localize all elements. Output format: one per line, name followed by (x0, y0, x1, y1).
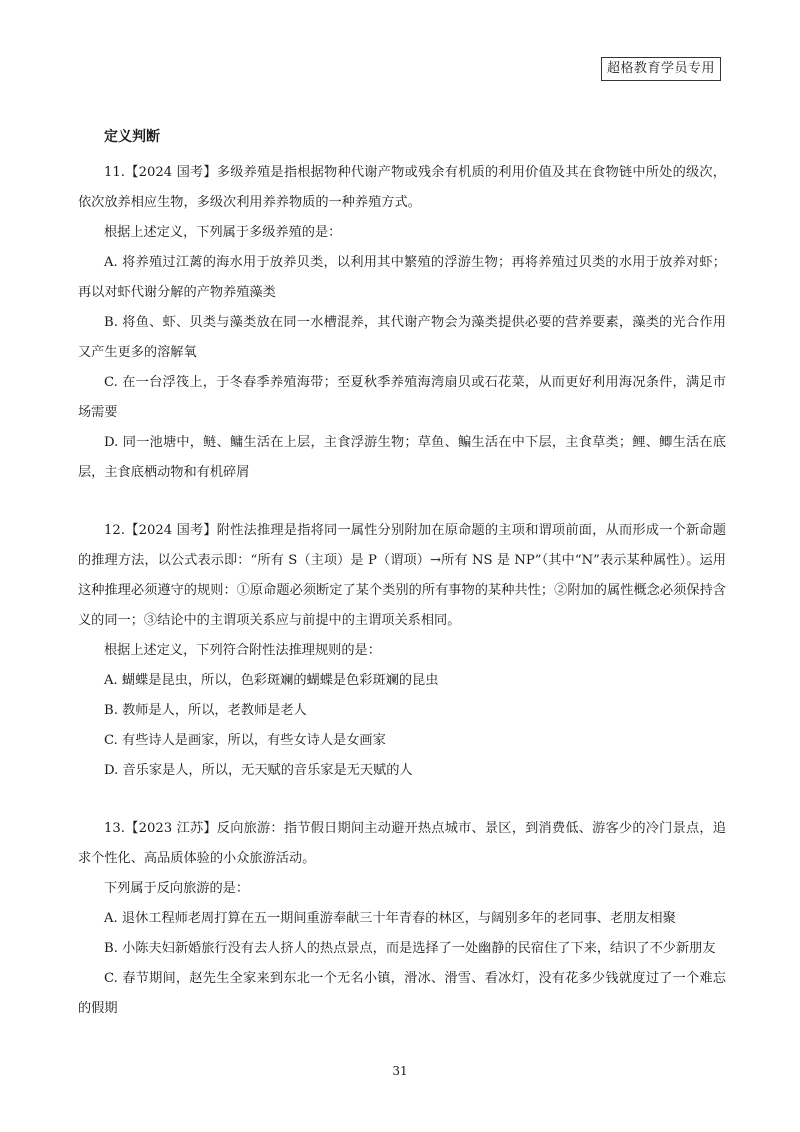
page-number: 31 (392, 1064, 408, 1078)
member-only-stamp: 超格教育学员专用 (601, 57, 721, 81)
question-definition (78, 814, 726, 874)
option-a[interactable]: A. 退休工程师老周打算在五一期间重游奉献三十年青春的林区，与阔别多年的老同事、老朋友相聚 (104, 911, 676, 926)
option-c[interactable]: C. 有些诗人是画家，所以，有些女诗人是女画家 (104, 733, 386, 748)
question-number: 12. (104, 523, 125, 538)
question-stem: 根据上述定义，下列符合附性法推理规则的是： (104, 643, 381, 658)
question-definition-text: 附性法推理是指将同一属性分别附加在原命题的主项和谓项前面，从而形成一个新命题的推理方法，以公式表示即：“所有 S（主项）是 P（谓项）→所有 NS 是 NP”（其中“N”表示某种属性）。运用这种推理必须遵守的规则：①原命题必须断定了某个类别的所有事物的某种共性；②附加的属性概念必须保持含义的同一；③结论中的主谓项关系应与前提中的主谓项关系相同。 (78, 523, 726, 628)
question-definition-text: 多级养殖是指根据物种代谢产物或残余有机质的利用价值及其在食物链中所处的级次，依次放养相应生物，多级次利用养养物质的一种养殖方式。 (78, 165, 726, 210)
option-b[interactable]: B. 小陈夫妇新婚旅行没有去人挤人的热点景点，而是选择了一处幽静的民宿住了下来，结识了不少新朋友 (104, 941, 716, 956)
option-c[interactable]: C. 在一台浮筏上，于冬春季养殖海带；至夏秋季养殖海湾扇贝或石花菜，从而更好利用海况条件，满足市场需要 (78, 375, 726, 420)
option-b[interactable]: B. 将鱼、虾、贝类与藻类放在同一水槽混养，其代谢产物会为藻类提供必要的营养要素，藻类的光合作用又产生更多的溶解氧 (78, 315, 726, 360)
question-stem: 下列属于反向旅游的是： (104, 881, 250, 896)
question-number: 13. (104, 821, 125, 836)
question-source: 【2024 国考】 (124, 165, 217, 180)
question-12 (78, 516, 726, 786)
option-c[interactable]: C. 春节期间，赵先生全家来到东北一个无名小镇，滑冰、滑雪、看冰灯，没有花多少钱就度过了一个难忘的假期 (78, 971, 726, 1016)
question-11 (78, 158, 726, 488)
question-number: 11. (104, 165, 125, 180)
question-13 (78, 814, 726, 1024)
option-a[interactable]: A. 蝴蝶是昆虫，所以，色彩斑斓的蝴蝶是色彩斑斓的昆虫 (104, 673, 439, 688)
question-definition (78, 158, 726, 218)
option-b[interactable]: B. 教师是人，所以，老教师是老人 (104, 703, 307, 718)
question-source: 【2023 江苏】 (124, 821, 217, 836)
option-d[interactable]: D. 音乐家是人，所以，无天赋的音乐家是无天赋的人 (104, 763, 413, 778)
question-definition-text: 反向旅游：指节假日期间主动避开热点城市、景区，到消费低、游客少的冷门景点，追求个性化、高品质体验的小众旅游活动。 (78, 821, 726, 866)
section-title: 定义判断 (104, 129, 160, 145)
question-definition (78, 516, 726, 636)
option-a[interactable]: A. 将养殖过江蓠的海水用于放养贝类，以利用其中繁殖的浮游生物；再将养殖过贝类的水用于放养对虾；再以对虾代谢分解的产物养殖藻类 (78, 255, 726, 300)
page-content (78, 126, 726, 1052)
question-source: 【2024 国考】 (124, 523, 217, 538)
question-stem: 根据上述定义，下列属于多级养殖的是： (104, 225, 342, 240)
option-d[interactable]: D. 同一池塘中，鲢、鳙生活在上层，主食浮游生物；草鱼、鳊生活在中下层，主食草类；鲤、鲫生活在底层，主食底栖动物和有机碎屑 (78, 435, 726, 480)
